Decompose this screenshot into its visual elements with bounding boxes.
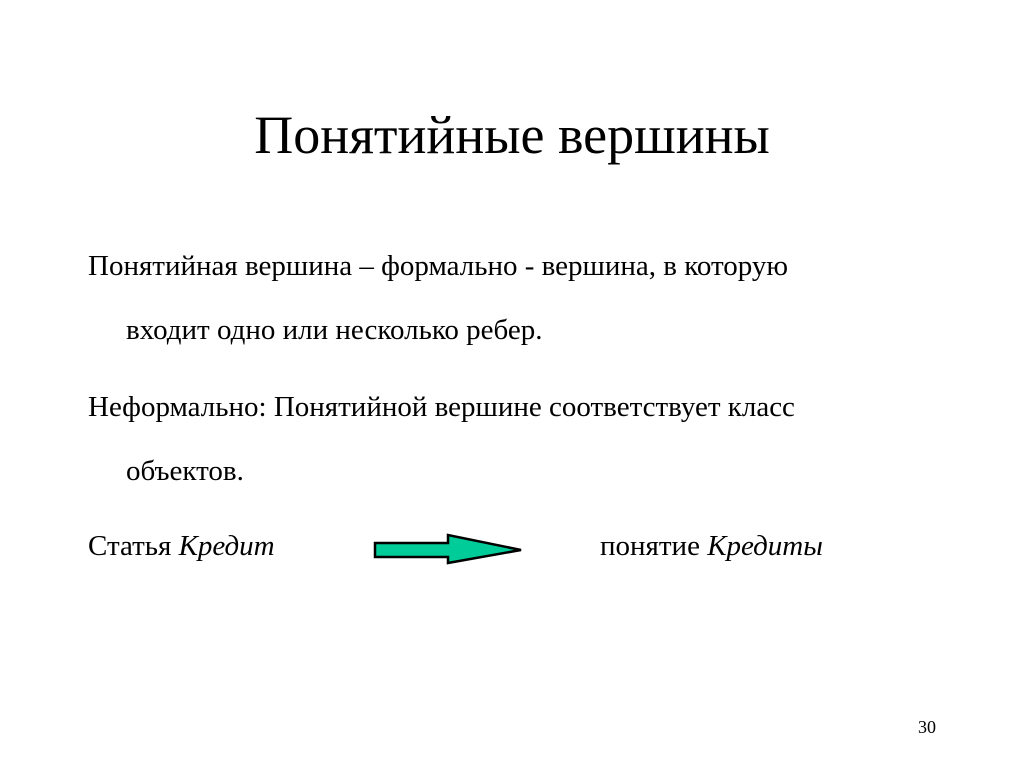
paragraph-line: Неформально: Понятийной вершине соответствует класс	[88, 391, 795, 423]
mapping-target-prefix: понятие	[600, 530, 708, 562]
mapping-source	[88, 528, 275, 564]
right-arrow-icon	[372, 532, 524, 566]
mapping-source-term: Кредит	[178, 530, 275, 562]
paragraph-line-continued: объектов.	[126, 455, 244, 487]
mapping-target-term: Кредиты	[707, 530, 823, 562]
paragraph-formal-definition	[88, 248, 789, 346]
paragraph-informal-definition	[88, 389, 795, 487]
page-number: 30	[918, 717, 936, 737]
paragraph-line-continued: входит одно или несколько ребер.	[126, 314, 543, 346]
slide-title: Понятийные вершины	[254, 105, 770, 165]
arrow-shape	[375, 535, 521, 563]
mapping-source-prefix: Статья	[88, 530, 179, 562]
paragraph-line: Понятийная вершина – формально - вершина, в которую	[88, 250, 789, 282]
mapping-target	[600, 528, 823, 564]
